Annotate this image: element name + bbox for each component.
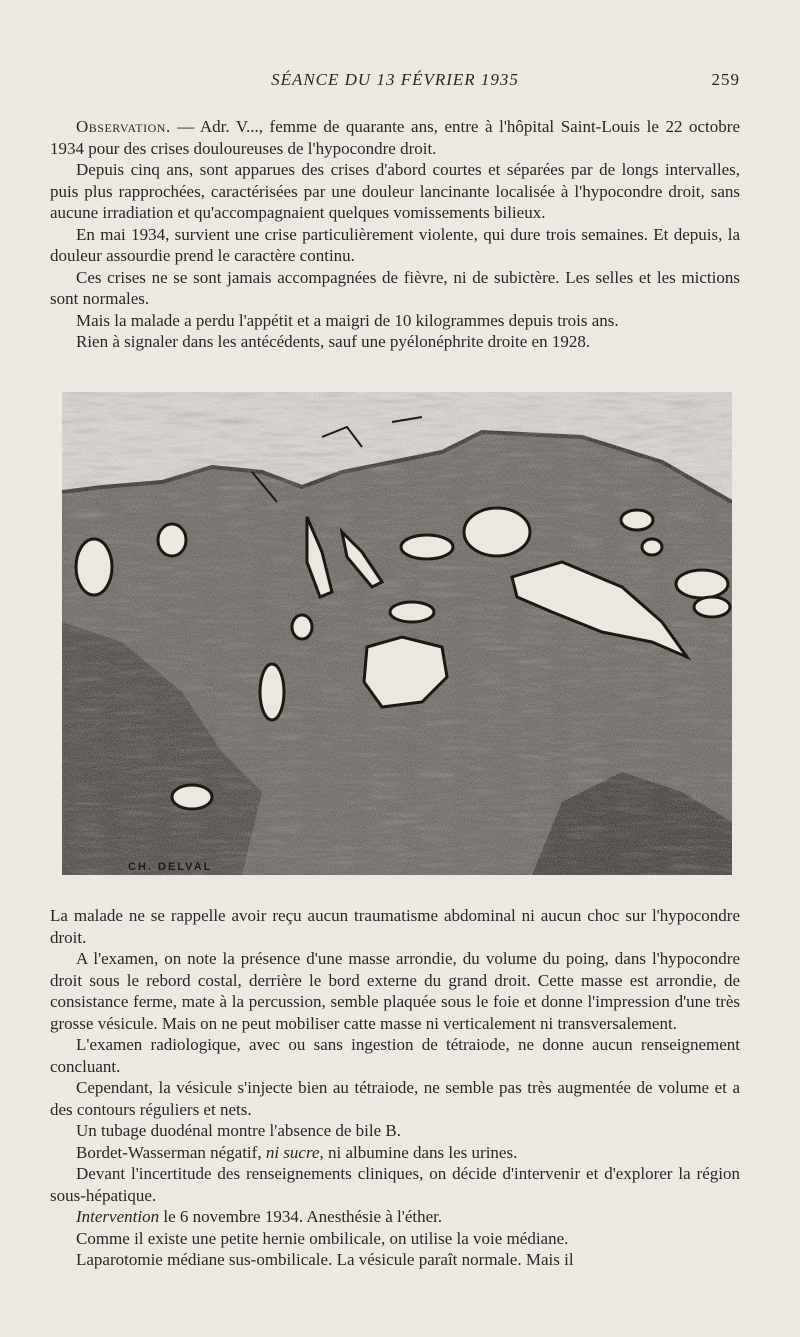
paragraph <box>50 1206 740 1228</box>
page-header <box>50 70 740 96</box>
paragraph-text: le 6 novembre 1934. Anesthésie à l'éther. <box>159 1207 443 1226</box>
paragraph: L'examen radiologique, avec ou sans ingestion de tétraiode, ne donne aucun renseignement concluant. <box>50 1035 740 1076</box>
observation-section <box>50 116 740 353</box>
paragraph: Laparotomie médiane sus-ombilicale. La vésicule paraît normale. Mais il <box>76 1250 574 1269</box>
paragraph <box>50 1142 740 1164</box>
observation-label: Observation. <box>76 117 171 136</box>
paragraph: La malade ne se rappelle avoir reçu aucun traumatisme abdominal ni aucun choc sur l'hypocondre droit. <box>50 906 740 947</box>
paragraph-text: — Adr. V..., femme de quarante ans, entre à l'hôpital Saint-Louis le 22 octobre 1934 pour des crises douloureuses de l'hypocondre droit. <box>50 117 740 158</box>
clinical-section <box>50 905 740 1271</box>
paragraph: Depuis cinq ans, sont apparues des crises d'abord courtes et séparées par de longs intervalles, puis plus rapprochées, caractérisées par une douleur lancinante localisée à l'hypocondre droit, sans aucune irradiation et qu'accompagnaient quelques vomissements bilieux. <box>50 160 740 222</box>
italic-text: Intervention <box>76 1207 160 1226</box>
paragraph-text: Bordet-Wasserman négatif, <box>76 1142 266 1162</box>
paragraph: Comme il existe une petite hernie ombilicale, on utilise la voie médiane. <box>76 1228 569 1248</box>
paragraph: Devant l'incertitude des renseignements cliniques, on décide d'intervenir et d'explorer la région sous-hépatique. <box>50 1164 740 1205</box>
page-number: 259 <box>711 70 740 89</box>
paragraph <box>50 116 740 159</box>
paragraph: Ces crises ne se sont jamais accompagnées de fièvre, ni de subictère. Les selles et les mictions sont normales. <box>50 267 740 308</box>
paragraph: Cependant, la vésicule s'injecte bien au tétraiode, ne semble pas très augmentée de volume et a des contours réguliers et nets. <box>50 1078 740 1119</box>
photo-credit: CH. DELVAL <box>128 861 213 873</box>
histology-micrograph <box>62 392 732 875</box>
paragraph: Rien à signaler dans les antécédents, sauf une pyélonéphrite droite en 1928. <box>76 332 591 351</box>
micrograph-image <box>62 392 732 875</box>
paragraph: Mais la malade a perdu l'appétit et a maigri de 10 kilogrammes depuis trois ans. <box>76 310 619 330</box>
italic-text: ni sucre <box>265 1142 320 1162</box>
paragraph-text: , ni albumine dans les urines. <box>319 1142 518 1162</box>
paragraph: A l'examen, on note la présence d'une masse arrondie, du volume du poing, dans l'hypocondre droit sous le rebord costal, derrière le bord externe du grand droit. Cette masse est arrondie, de consistance ferme, mate à la percussion, semble plaquée sous le foie et donne l'impression d'une très grosse vésicule. Mais on ne peut mobiliser catte masse ni verticalement ni transversalement. <box>50 949 740 1033</box>
paragraph: En mai 1934, survient une crise particulièrement violente, qui dure trois semaines. Et depuis, la douleur assourdie prend le caractère continu. <box>50 224 740 265</box>
running-title: SÉANCE DU 13 FÉVRIER 1935 <box>271 70 519 89</box>
paragraph: Un tubage duodénal montre l'absence de bile B. <box>76 1121 402 1140</box>
